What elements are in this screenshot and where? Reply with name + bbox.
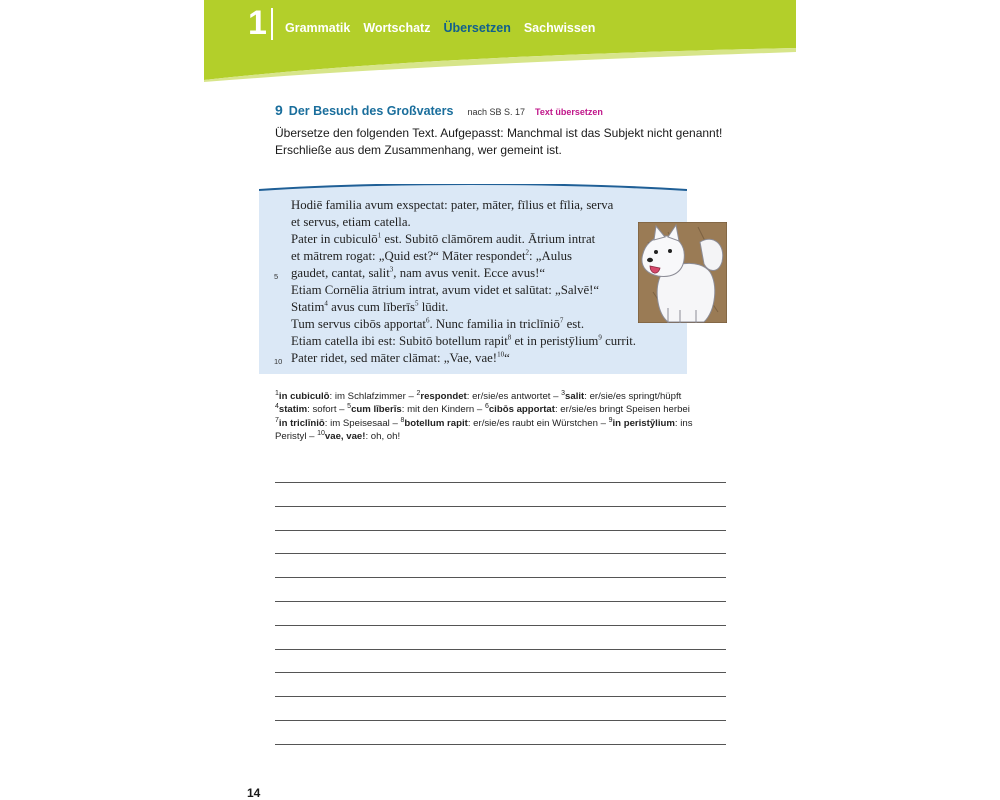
exercise-instruction <box>275 125 745 159</box>
footnote-term: respondet <box>420 391 467 402</box>
footnote-number: 5 <box>347 403 352 411</box>
footnote-term: in triclīniō <box>278 417 325 429</box>
latin-passage <box>274 197 691 367</box>
latin-line <box>291 299 691 316</box>
footnote-term: salit <box>565 391 585 402</box>
footnote-term: botellum rapit <box>404 417 468 429</box>
answer-line[interactable] <box>275 506 726 507</box>
latin-line <box>274 265 691 282</box>
chapter-nav <box>285 21 595 35</box>
answer-line[interactable] <box>275 601 726 602</box>
footnote-term: vae, vae! <box>324 431 366 443</box>
instruction-line: Übersetze den folgenden Text. Aufgepasst: Manchmal ist das Subjekt nicht genannt! <box>275 126 723 140</box>
footnote-definition: : er/sie/es bringt Speisen herbei <box>554 404 690 416</box>
latin-line-text: et servus, etiam catella. <box>291 215 411 229</box>
footnote-term: statim <box>278 404 308 416</box>
latin-line <box>291 231 691 248</box>
answer-line[interactable] <box>275 696 726 697</box>
footnote-marker: 10 <box>497 350 505 359</box>
footnote-line <box>275 417 745 430</box>
answer-line[interactable] <box>275 672 726 673</box>
footnote-marker: 6 <box>425 316 430 325</box>
latin-line-text: , nam avus venit. Ecce avus!“ <box>393 266 546 280</box>
footnote-marker: 2 <box>525 248 530 257</box>
latin-line-text: Etiam catella ibi est: Subitō botellum rapit <box>291 334 508 348</box>
footnote-number: 3 <box>561 389 566 397</box>
latin-line-text: avus cum līberīs <box>327 300 415 314</box>
answer-line[interactable] <box>275 577 726 578</box>
latin-line-text: Pater ridet, sed māter clāmat: „Vae, vae! <box>291 351 498 365</box>
nav-sachwissen[interactable]: Sachwissen <box>523 21 596 35</box>
nav-uebersetzen[interactable]: Übersetzen <box>443 21 511 35</box>
instruction-line: Erschließe aus dem Zusammenhang, wer gemeint ist. <box>275 143 562 157</box>
footnote-definition: Peristyl – <box>275 431 318 443</box>
footnote-term: in cubiculō <box>278 391 330 402</box>
chapter-divider <box>271 8 273 40</box>
latin-line-text: et in peristȳlium <box>511 334 599 348</box>
answer-lines[interactable] <box>275 482 726 768</box>
footnote-definition: : er/sie/es springt/hüpft <box>584 391 682 402</box>
latin-line-text: . Nunc familia in triclīniō <box>429 317 560 331</box>
latin-line-text: est. Subitō clāmōrem audit. Ātrium intrat <box>381 232 596 246</box>
latin-line-text: et mātrem rogat: „Quid est?“ Māter respondet <box>291 249 526 263</box>
chapter-header <box>204 0 796 82</box>
answer-line[interactable] <box>275 625 726 626</box>
footnote-definition: : er/sie/es raubt ein Würstchen – <box>467 417 609 429</box>
footnote-term: cibōs apportat <box>488 404 555 416</box>
footnote-number: 1 <box>275 389 279 397</box>
exercise-number: 9 <box>275 102 283 118</box>
footnote-number: 9 <box>608 416 613 424</box>
exercise-heading <box>275 102 603 118</box>
footnote-definition: : mit den Kindern – <box>401 404 485 416</box>
footnote-number: 4 <box>275 403 279 411</box>
exercise-reference: nach SB S. 17 <box>467 107 525 117</box>
footnote-marker: 9 <box>598 333 602 342</box>
latin-line-text: “ <box>504 351 510 365</box>
latin-line-text: Tum servus cibōs apportat <box>291 317 426 331</box>
latin-line-text: gaudet, cantat, salit <box>291 266 390 280</box>
latin-line-text: currit. <box>601 334 637 348</box>
footnote-number: 8 <box>400 416 405 424</box>
footnote-line <box>275 390 745 403</box>
footnote-term: in peristȳlium <box>612 417 675 429</box>
answer-line[interactable] <box>275 649 726 650</box>
latin-line-text: lūdit. <box>418 300 449 314</box>
footnote-definition: : er/sie/es antwortet – <box>466 391 562 402</box>
latin-line <box>291 316 691 333</box>
footnote-term: cum līberīs <box>351 404 402 416</box>
answer-line[interactable] <box>275 553 726 554</box>
footnote-definition: : sofort – <box>307 404 348 416</box>
latin-line-text: Statim <box>291 300 325 314</box>
nav-wortschatz[interactable]: Wortschatz <box>363 21 431 35</box>
line-number: 5 <box>274 272 279 281</box>
footnote-number: 2 <box>416 389 421 397</box>
line-number: 10 <box>274 357 283 366</box>
answer-line[interactable] <box>275 482 726 483</box>
answer-line[interactable] <box>275 720 726 721</box>
footnote-number: 10 <box>317 430 325 438</box>
latin-line-text: : „Aulus <box>529 249 573 263</box>
footnote-number: 7 <box>275 416 279 424</box>
footnote-definition: : im Speisesaal – <box>324 417 401 429</box>
latin-line-text: Pater in cubiculō <box>291 232 378 246</box>
latin-line <box>291 197 691 214</box>
footnote-line <box>275 430 745 443</box>
latin-line-text: Etiam Cornēlia ātrium intrat, avum videt et salūtat: „Salvē!“ <box>291 283 600 297</box>
page-number: 14 <box>247 786 261 800</box>
exercise-title: Der Besuch des Großvaters <box>288 104 454 118</box>
footnote-definition: : ins <box>674 417 693 429</box>
answer-line[interactable] <box>275 530 726 531</box>
latin-line <box>291 282 691 299</box>
footnote-line <box>275 403 745 416</box>
footnotes <box>275 390 745 444</box>
dog-illustration <box>638 222 727 323</box>
footnote-marker: 5 <box>415 299 419 308</box>
latin-line-text: est. <box>563 317 585 331</box>
chapter-number: 1 <box>248 4 267 42</box>
footnote-marker: 3 <box>389 265 394 274</box>
footnote-marker: 8 <box>507 333 512 342</box>
footnote-definition: : oh, oh! <box>365 431 401 443</box>
latin-line <box>291 214 691 231</box>
latin-line <box>291 248 691 265</box>
latin-line-text: Hodiē familia avum exspectat: pater, māter, fīlius et fīlia, serva <box>291 198 614 212</box>
latin-line <box>274 350 691 367</box>
footnote-marker: 7 <box>559 316 564 325</box>
latin-line <box>291 333 691 350</box>
footnote-marker: 1 <box>377 231 382 240</box>
footnote-definition: : im Schlafzimmer – <box>329 391 417 402</box>
header-band <box>204 0 796 82</box>
answer-line[interactable] <box>275 744 726 745</box>
nav-grammatik[interactable]: Grammatik <box>285 21 351 35</box>
footnote-number: 6 <box>484 403 489 411</box>
footnote-marker: 4 <box>324 299 328 308</box>
exercise-tag: Text übersetzen <box>535 107 603 117</box>
